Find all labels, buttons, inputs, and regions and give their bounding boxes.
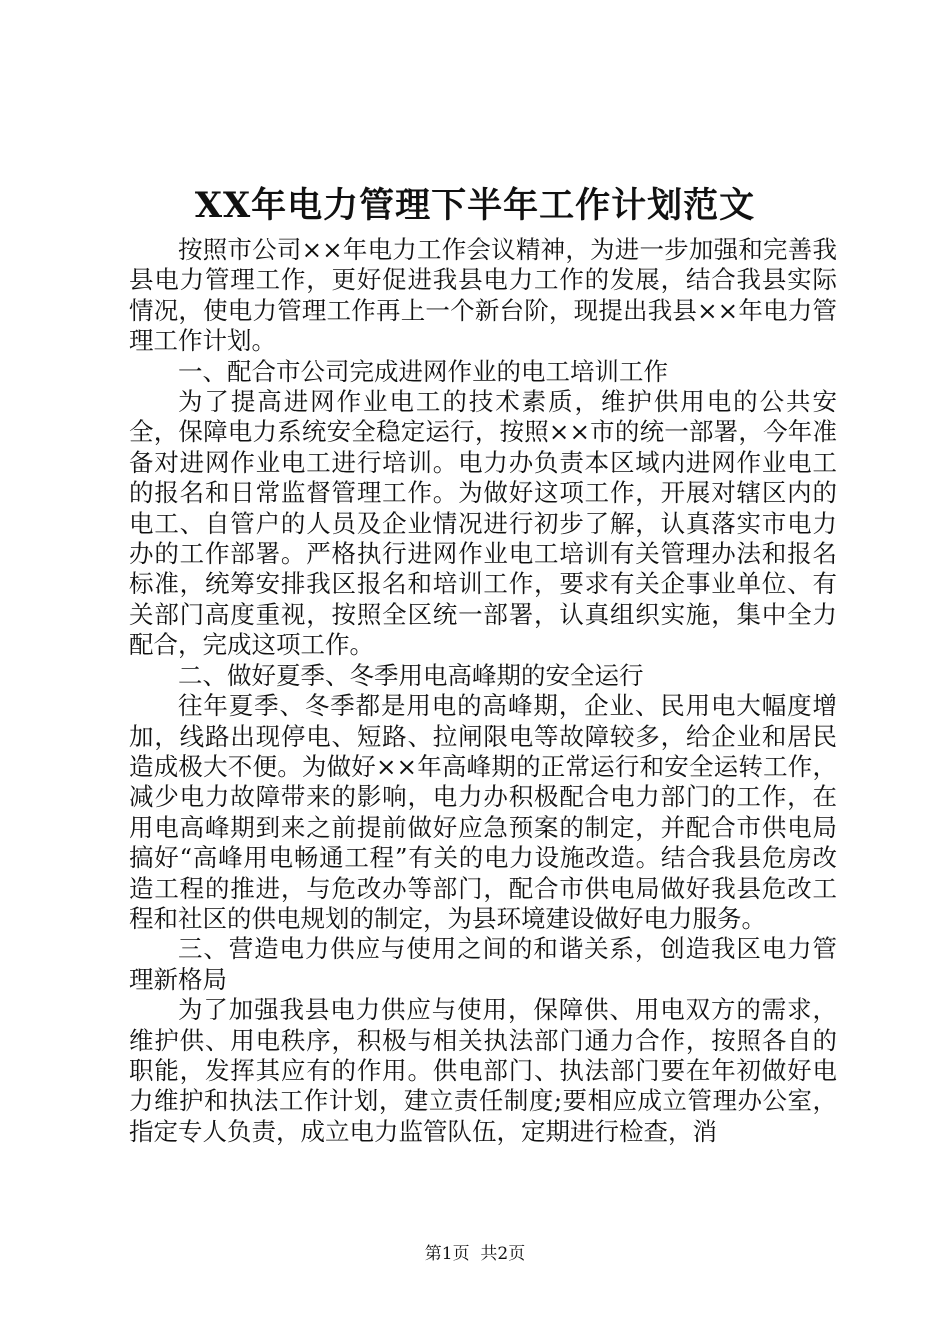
page-footer: [0, 1242, 950, 1266]
document-title: XX年电力管理下半年工作计划范文: [194, 185, 756, 226]
section-heading-1: 一、配合市公司完成进网作业的电工培训工作: [178, 356, 668, 386]
section-heading-3: 三、营造电力供应与使用之间的和谐关系，创造我区电力管理新格局: [129, 934, 837, 994]
paragraph-section-2: 往年夏季、冬季都是用电的高峰期，企业、民用电大幅度增加，线路出现停电、短路、拉闸限电等故障较多，给企业和居民造成极大不便。为做好××年高峰期的正常运行和安全运转工作，减少电力故障带来的影响，电力办积极配合电力部门的工作，在用电高峰期到来之前提前做好应急预案的制定，并配合市供电局搞好“高峰用电畅通工程”有关的电力设施改造。结合我县危房改造工程的推进，与危改办等部门，配合市供电局做好我县危改工程和社区的供电规划的制定，为县环境建设做好电力服务。: [129, 691, 837, 933]
document-body: [129, 235, 837, 1147]
footer-separator: [470, 1244, 481, 1264]
paragraph-section-3: 为了加强我县电力供应与使用，保障供、用电双方的需求，维护供、用电秩序，积极与相关执法部门通力合作，按照各自的职能，发挥其应有的作用。供电部门、执法部门要在年初做好电力维护和执法工作计划，建立责任制度;要相应成立管理办公室，指定专人负责，成立电力监管队伍，定期进行检查，消: [129, 995, 837, 1146]
paragraph-section-1: 为了提高进网作业电工的技术素质，维护供用电的公共安全，保障电力系统安全稳定运行，按照××市的统一部署，今年准备对进网作业电工进行培训。电力办负责本区域内进网作业电工的报名和日常监督管理工作。为做好这项工作，开展对辖区内的电工、自管户的人员及企业情况进行初步了解，认真落实市电力办的工作部署。严格执行进网作业电工培训有关管理办法和报名标准，统筹安排我区报名和培训工作，要求有关企事业单位、有关部门高度重视，按照全区统一部署，认真组织实施，集中全力配合，完成这项工作。: [129, 387, 837, 660]
section-heading-2: 二、做好夏季、冬季用电高峰期的安全运行: [178, 660, 644, 690]
paragraph-intro: 按照市公司××年电力工作会议精神，为进一步加强和完善我县电力管理工作，更好促进我县电力工作的发展，结合我县实际情况，使电力管理工作再上一个新台阶，现提出我县××年电力管理工作计划。: [129, 235, 837, 356]
page-total: 共2页: [480, 1244, 526, 1264]
page-number: 第1页: [424, 1244, 470, 1264]
